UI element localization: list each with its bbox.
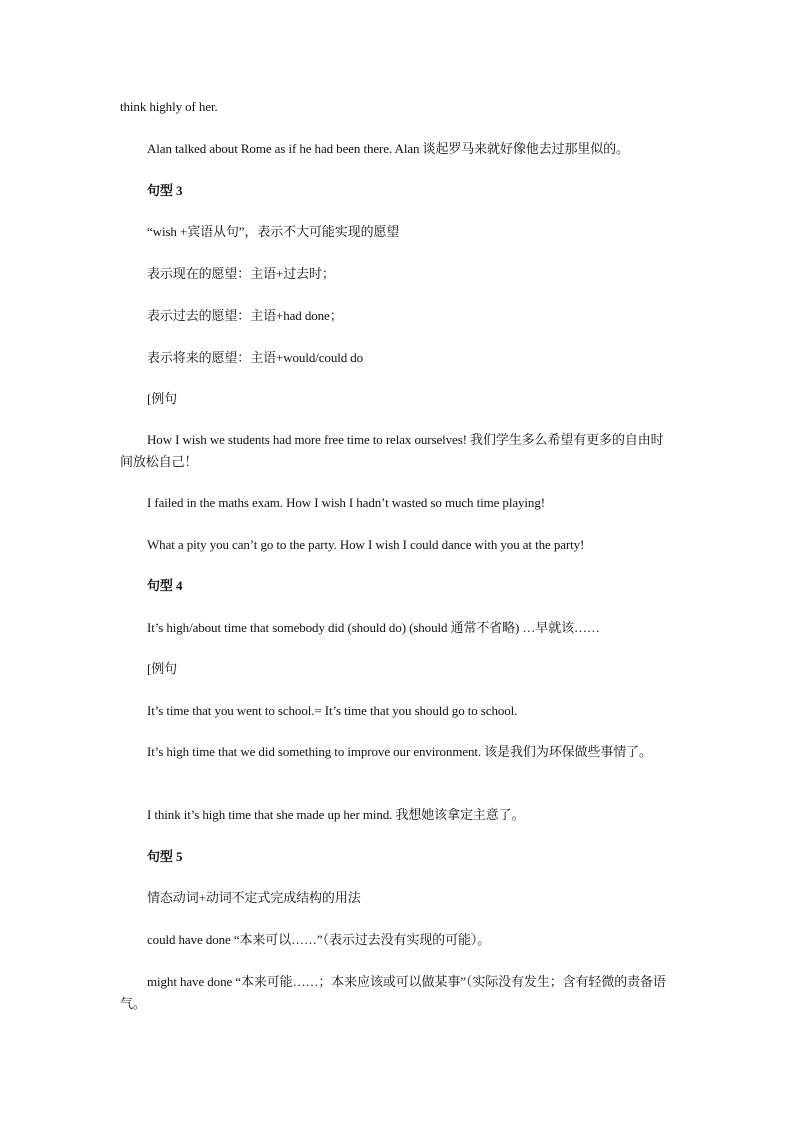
text-line: 表示过去的愿望：主语+had done； — [147, 308, 343, 323]
example-label: [例句 — [147, 391, 178, 406]
text-line: Alan talked about Rome as if he had been there. Alan 谈起罗马来就好像他去过那里似的。 — [147, 141, 629, 156]
example-paragraph: It’s high time that we did something to improve our environment. 该是我们为环保做些事情了。 — [147, 744, 652, 759]
text-line: “wish +宾语从句”，表示不大可能实现的愿望 — [147, 224, 400, 239]
example-label: [例句 — [147, 661, 178, 676]
text-line: think highly of her. — [120, 99, 218, 114]
text-line: What a pity you can’t go to the party. How I wish I could dance with you at the party! — [147, 537, 585, 552]
section-heading: 句型 3 — [147, 183, 183, 198]
text-line: It’s time that you went to school.= It’s time that you should go to school. — [147, 703, 518, 718]
text-line: could have done “本来可以……”（表示过去没有实现的可能）。 — [147, 932, 491, 947]
example-paragraph: might have done “本来可能……；本来应该或可以做某事”（实际没有发生；含有轻微的责备语气。 — [120, 974, 666, 1011]
text-line: 表示现在的愿望：主语+过去时； — [147, 266, 335, 281]
text-line: I failed in the maths exam. How I wish I hadn’t wasted so much time playing! — [147, 495, 545, 510]
text-line: 情态动词+动词不定式完成结构的用法 — [147, 890, 361, 905]
text-line: I think it’s high time that she made up her mind. 我想她该拿定主意了。 — [147, 807, 525, 822]
example-paragraph: How I wish we students had more free time to relax ourselves! 我们学生多么希望有更多的自由时间放松自己！ — [120, 432, 664, 469]
section-heading: 句型 5 — [147, 849, 183, 864]
text-line: 表示将来的愿望：主语+would/could do — [147, 350, 364, 365]
text-line: It’s high/about time that somebody did (should do) (should 通常不省略) …早就该…… — [147, 620, 600, 635]
section-heading: 句型 4 — [147, 578, 183, 593]
